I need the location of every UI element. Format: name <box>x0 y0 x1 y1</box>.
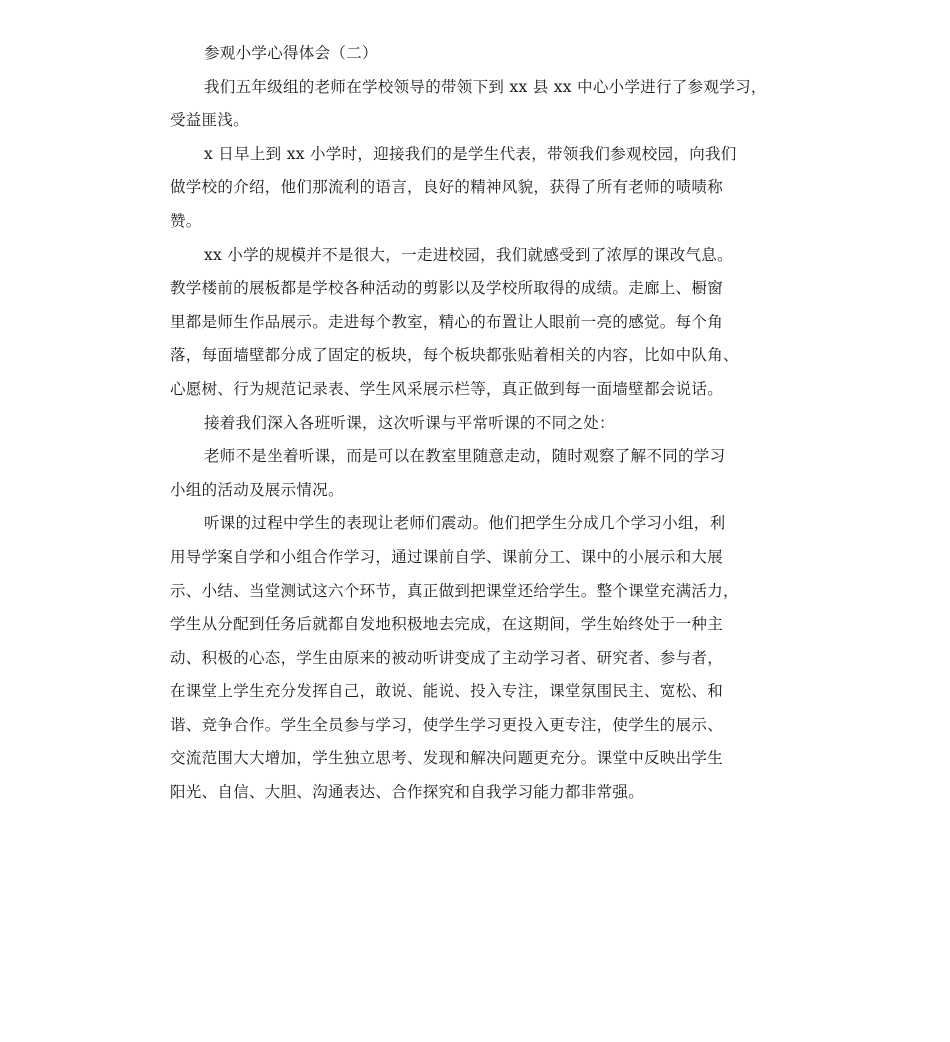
paragraph-2-line-2: 做学校的介绍，他们那流利的语言，良好的精神风貌，获得了所有老师的啧啧称 <box>170 178 724 197</box>
paragraph-3-line-2: 教学楼前的展板都是学校各种活动的剪影以及学校所取得的成绩。走廊上、橱窗 <box>170 279 724 298</box>
paragraph-3-line-4: 落，每面墙壁都分成了固定的板块，每个板块都张贴着相关的内容，比如中队角、 <box>170 346 739 365</box>
paragraph-2-line-3: 赞。 <box>170 211 202 230</box>
paragraph-6-line-8: 交流范围大大增加，学生独立思考、发现和解决问题更充分。课堂中反映出学生 <box>170 749 724 768</box>
paragraph-3-line-3: 里都是师生作品展示。走进每个教室，精心的布置让人眼前一亮的感觉。每个角 <box>170 312 724 331</box>
paragraph-3-line-1: xx 小学的规模并不是很大，一走进校园，我们就感受到了浓厚的课改气息。 <box>204 245 733 264</box>
paragraph-6-line-5: 动、积极的心态，学生由原来的被动听讲变成了主动学习者、研究者、参与者， <box>170 648 724 667</box>
paragraph-1-line-1: 我们五年级组的老师在学校领导的带领下到 xx 县 xx 中心小学进行了参观学习， <box>204 77 767 96</box>
paragraph-1-line-2: 受益匪浅。 <box>170 111 250 130</box>
paragraph-6-line-7: 谐、竞争合作。学生全员参与学习，使学生学习更投入更专注，使学生的展示、 <box>170 715 724 734</box>
paragraph-3-line-5: 心愿树、行为规范记录表、学生风采展示栏等，真正做到每一面墙壁都会说话。 <box>170 379 724 398</box>
paragraph-6-line-4: 学生从分配到任务后就都自发地积极地去完成，在这期间，学生始终处于一种主 <box>170 615 724 634</box>
paragraph-5-line-1: 老师不是坐着听课，而是可以在教室里随意走动，随时观察了解不同的学习 <box>204 447 726 466</box>
paragraph-2-line-1: x 日早上到 xx 小学时，迎接我们的是学生代表，带领我们参观校园，向我们 <box>204 144 737 163</box>
paragraph-6-line-2: 用导学案自学和小组合作学习，通过课前自学、课前分工、课中的小展示和大展 <box>170 547 724 566</box>
paragraph-6-line-6: 在课堂上学生充分发挥自己，敢说、能说、投入专注，课堂氛围民主、宽松、和 <box>170 682 724 701</box>
paragraph-4-line-1: 接着我们深入各班听课，这次听课与平常听课的不同之处： <box>204 413 615 432</box>
paragraph-6-line-1: 听课的过程中学生的表现让老师们震动。他们把学生分成几个学习小组，利 <box>204 514 726 533</box>
paragraph-6-line-3: 示、小结、当堂测试这六个环节，真正做到把课堂还给学生。整个课堂充满活力， <box>170 581 739 600</box>
document-body <box>170 37 790 810</box>
paragraph-6-line-9: 阳光、自信、大胆、沟通表达、合作探究和自我学习能力都非常强。 <box>170 783 645 802</box>
paragraph-5-line-2: 小组的活动及展示情况。 <box>170 480 344 499</box>
document-title: 参观小学心得体会（二） <box>204 44 378 62</box>
